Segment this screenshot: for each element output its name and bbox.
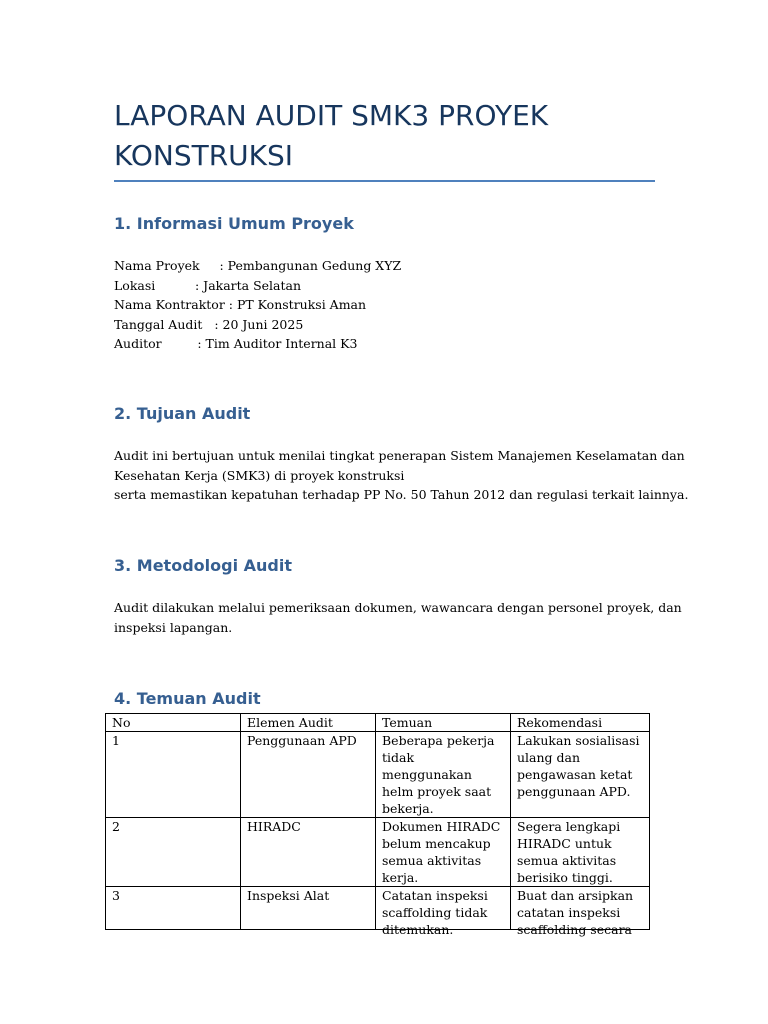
table-header-row <box>106 714 650 732</box>
cell-finding: Beberapa pekerja tidak menggunakan helm proyek saat bekerja. <box>376 732 511 818</box>
methodology-line-2: inspeksi lapangan. <box>114 619 233 635</box>
cell-no <box>106 887 241 930</box>
cell-element <box>241 887 376 930</box>
heading-findings: 4. Temuan Audit <box>114 689 261 708</box>
column-header-recommendation: Rekomendasi <box>511 714 650 732</box>
column-header-no: No <box>106 714 241 732</box>
info-line-audit-date: Tanggal Audit : 20 Juni 2025 <box>114 316 304 332</box>
objective-paragraph <box>114 446 689 505</box>
methodology-line-1: Audit dilakukan melalui pemeriksaan dokumen, wawancara dengan personel proyek, dan <box>114 600 682 615</box>
heading-objective: 2. Tujuan Audit <box>114 404 251 423</box>
cell-element: HIRADC <box>241 818 376 887</box>
heading-general-info: 1. Informasi Umum Proyek <box>114 214 354 233</box>
objective-line-3: serta memastikan kepatuhan terhadap PP No. 50 Tahun 2012 dan regulasi terkait lainnya. <box>114 487 689 502</box>
cell-no: 2 <box>106 818 241 887</box>
cell-finding <box>376 887 511 937</box>
objective-line-1: Audit ini bertujuan untuk menilai tingkat penerapan Sistem Manajemen Keselamatan dan <box>114 448 685 463</box>
general-info-block <box>114 256 674 354</box>
cell-text: Catatan inspeksi scaffolding tidak ditemukan. <box>382 888 488 937</box>
cell-recommendation <box>511 887 650 937</box>
cell-recommendation: Segera lengkapi HIRADC untuk semua aktivitas berisiko tinggi. <box>511 818 650 887</box>
cell-finding: Dokumen HIRADC belum mencakup semua aktivitas kerja. <box>376 818 511 887</box>
title-underline <box>114 180 655 182</box>
findings-table <box>105 713 650 937</box>
table-row <box>106 818 650 887</box>
cell-text: 3 <box>112 888 120 903</box>
cell-element: Penggunaan APD <box>241 732 376 818</box>
cell-no: 1 <box>106 732 241 818</box>
methodology-paragraph <box>114 598 682 637</box>
info-line-auditor: Auditor : Tim Auditor Internal K3 <box>114 336 358 351</box>
table-row <box>106 732 650 818</box>
info-line-location: Lokasi : Jakarta Selatan <box>114 277 302 293</box>
objective-line-2: Kesehatan Kerja (SMK3) di proyek konstruksi <box>114 467 405 483</box>
column-header-finding: Temuan <box>376 714 511 732</box>
info-line-contractor: Nama Kontraktor : PT Konstruksi Aman <box>114 297 367 312</box>
heading-methodology: 3. Metodologi Audit <box>114 556 292 575</box>
column-header-element: Elemen Audit <box>241 714 376 732</box>
table-row <box>106 887 650 930</box>
cell-text: Inspeksi Alat <box>247 888 330 903</box>
cell-recommendation: Lakukan sosialisasi ulang dan pengawasan ketat penggunaan APD. <box>511 732 650 818</box>
cell-text: Buat dan arsipkan catatan inspeksi scaffolding secara <box>517 888 634 937</box>
document-title: LAPORAN AUDIT SMK3 PROYEK KONSTRUKSI <box>114 99 549 172</box>
info-line-project-name: Nama Proyek : Pembangunan Gedung XYZ <box>114 258 402 273</box>
